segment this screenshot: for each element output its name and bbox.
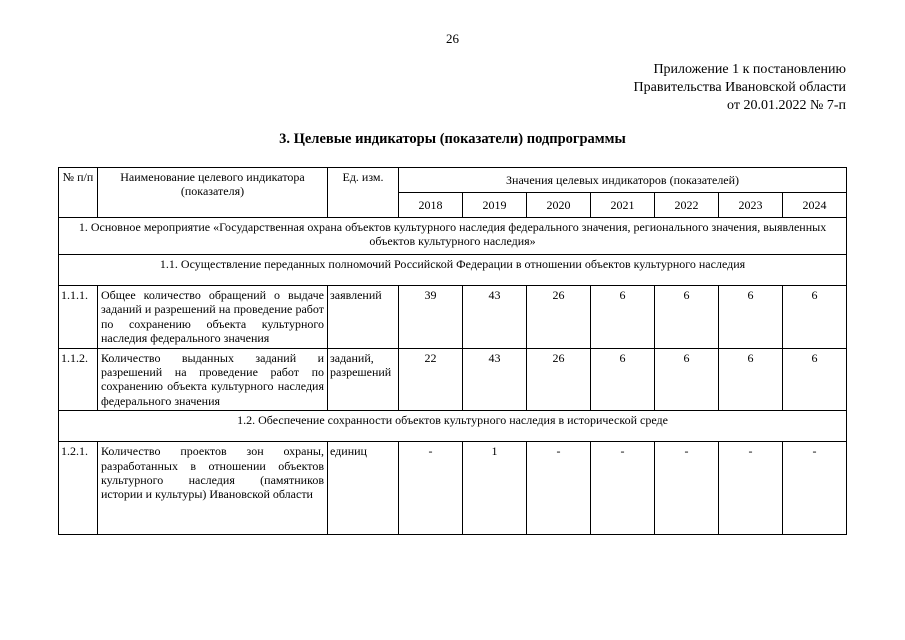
value-cell: - [527,442,591,535]
appendix-line-3: от 20.01.2022 № 7-п [727,98,846,113]
row-number: 1.2.1. [59,442,98,535]
year-header: 2020 [527,193,591,218]
value-cell: 6 [783,348,847,411]
page-number: 26 [446,31,459,46]
value-cell: 6 [591,286,655,349]
section-row [59,255,847,286]
header-name: Наименование целевого индикатора (показателя) [98,168,328,218]
value-cell: 22 [399,348,463,411]
appendix-line-1: Приложение 1 к постановлению [653,62,846,77]
value-cell: - [399,442,463,535]
value-cell: 1 [463,442,527,535]
value-cell: - [591,442,655,535]
unit-cell: единиц [328,442,399,535]
header-values: Значения целевых индикаторов (показателей) [399,168,847,193]
section-row [59,218,847,255]
value-cell: 43 [463,286,527,349]
year-header: 2023 [719,193,783,218]
unit-cell: заданий, разрешений [328,348,399,411]
section-1-2-title: 1.2. Обеспечение сохранности объектов культурного наследия в исторической среде [59,411,847,442]
row-number: 1.1.2. [59,348,98,411]
unit-cell: заявлений [328,286,399,349]
section-row [59,411,847,442]
page-title: 3. Целевые индикаторы (показатели) подпрограммы [279,131,626,147]
table-row [59,442,847,535]
value-cell: - [655,442,719,535]
value-cell: - [783,442,847,535]
value-cell: 6 [719,286,783,349]
header-unit: Ед. изм. [328,168,399,218]
value-cell: 39 [399,286,463,349]
year-header: 2024 [783,193,847,218]
indicator-name: Общее количество обращений о выдаче заданий и разрешений на проведение работ по сохранению объекта культурного наследия федерального значения [98,286,328,349]
year-header: 2021 [591,193,655,218]
section-1-text: 1. Основное мероприятие «Государственная охрана объектов культурного наследия федерального значения, регионального значения, выявленных объектов культурного наследия» [78,220,827,249]
value-cell: 6 [719,348,783,411]
value-cell: 6 [591,348,655,411]
value-cell: - [719,442,783,535]
section-1-1-title: 1.1. Осуществление переданных полномочий Российской Федерации в отношении объектов культурного наследия [59,255,847,286]
year-header: 2022 [655,193,719,218]
header-num: № п/п [59,168,98,218]
year-header: 2018 [399,193,463,218]
value-cell: 6 [655,348,719,411]
header-row [59,168,847,193]
value-cell: 6 [783,286,847,349]
indicator-name: Количество выданных заданий и разрешений на проведение работ по сохранению объекта культурного наследия федерального значения [98,348,328,411]
year-header: 2019 [463,193,527,218]
indicator-name: Количество проектов зон охраны, разработанных в отношении объектов культурного наследия (памятников истории и культуры) Ивановской области [98,442,328,535]
value-cell: 6 [655,286,719,349]
row-number: 1.1.1. [59,286,98,349]
table-row [59,348,847,411]
table-row [59,286,847,349]
appendix-line-2: Правительства Ивановской области [633,80,846,95]
section-1-title [59,218,847,255]
value-cell: 26 [527,348,591,411]
indicators-table [58,167,847,535]
appendix-block [634,61,846,115]
value-cell: 26 [527,286,591,349]
value-cell: 43 [463,348,527,411]
